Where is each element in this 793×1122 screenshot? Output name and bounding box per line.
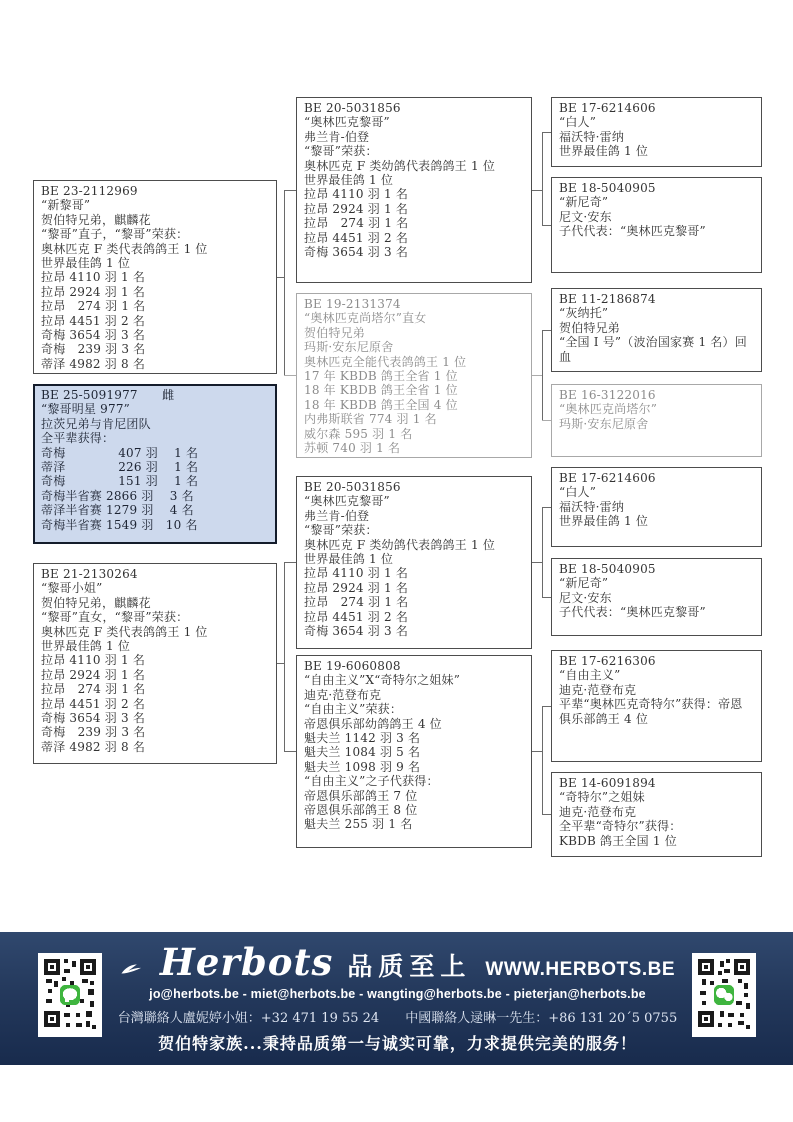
pedigree-text-line: 平辈“奥林匹克奇特尔”获得：帝恩 [559,697,743,712]
footer-contact-china: 中國聯絡人逯晽一先生：+86 131 20´5 0755 [405,1011,678,1026]
pedigree-text-line: BE 18-5040905 [559,562,656,576]
pedigree-text-line: 奥林匹克 F 类代表鸽鸽王 1 位 [41,624,208,639]
pedigree-text-line: 子代代表：“奥林匹克黎哥” [559,605,706,620]
pedigree-box-mgm-mother [551,772,762,857]
pedigree-text-line: “自由主义”X“奇特尔之姐妹” [304,673,461,688]
pedigree-text-line: “全国 I 号”（波治国家赛 1 名）回血 [559,335,747,364]
pedigree-box-pgf-father [551,97,762,167]
pedigree-text-line: BE 17-6214606 [559,471,656,485]
pedigree-text-line: 拉昂 2924 羽 1 名 [304,580,409,595]
pedigree-text-line: 奇梅 3654 羽 3 名 [41,328,146,343]
connector-line [284,190,296,191]
pedigree-text-line: 迪克·范登布克 [559,804,637,819]
pedigree-text-line: BE 20-5031856 [304,480,401,494]
pedigree-text-line: 内弗斯联省 774 羽 1 名 [304,412,437,427]
pedigree-text-line: 魁夫兰 255 羽 1 名 [304,817,413,832]
pedigree-text-line: 奇梅 3654 羽 3 名 [304,245,409,260]
pedigree-text-line: 苏顿 740 羽 1 名 [304,441,401,456]
pedigree-box-mgm-father [551,650,762,762]
pedigree-text-line: 奇梅 407 羽 1 名 [41,445,199,460]
pedigree-text-line: 弗兰肯-伯登 [304,508,370,523]
pedigree-text-line: BE 14-6091894 [559,776,656,790]
pedigree-text-line: 拉昂 2924 羽 1 名 [304,201,409,216]
pedigree-text-line: BE 18-5040905 [559,181,656,195]
pedigree-text-line: “灰纳托” [559,306,609,321]
pedigree-text-line: 拉昂 4110 羽 1 名 [304,566,409,581]
pedigree-text-line: 18 年 KBDB 鸽王全省 1 位 [304,383,458,398]
pedigree-text-line: “黎哥小姐” [41,581,103,596]
qr-code-wechat [692,953,756,1037]
pedigree-text-line: 弗兰肯-伯登 [304,129,370,144]
pedigree-text-line: “奇特尔”之姐妹 [559,790,645,805]
connector-line [284,190,285,376]
pedigree-text-line: 奥林匹克 F 类代表鸽鸽王 1 位 [41,241,208,256]
pedigree-text-line: “奥林匹克黎哥” [304,494,390,509]
pedigree-text-line: 拉昂 274 羽 1 名 [41,299,146,314]
footer-emails: jo@herbots.be - miet@herbots.be - wangting@herbots.be - pieterjan@herbots.be [149,987,646,1001]
pedigree-text-line: 尼文·安东 [559,209,612,224]
pedigree-text-line: 玛斯·安东尼原舍 [304,340,394,355]
pedigree-text-line: 贺伯特兄弟，麒麟花 [41,212,151,227]
pedigree-text-line: 贺伯特兄弟 [559,320,621,335]
footer-tagline: 贺伯特家族...秉持品质第一与诚实可靠，力求提供完美的服务！ [158,1034,637,1053]
pedigree-text-line: 玛斯·安东尼原舍 [559,416,649,431]
pedigree-text-line: KBDB 鸽王全国 1 位 [559,833,677,848]
pedigree-text-line: “奥林匹克尚塔尔” [559,402,658,417]
pedigree-text-line: 奇梅 3654 羽 3 名 [304,624,409,639]
pedigree-text-line: BE 25-5091977 雌 [41,388,175,402]
qr-pattern-right [696,957,752,1033]
connector-line [542,132,551,133]
pedigree-text-line: 世界最佳鸽 1 位 [304,173,394,188]
pedigree-text-line: 俱乐部鸽王 4 位 [559,711,649,726]
footer-slogan: 品质至上 [347,952,472,981]
pedigree-text-line: “奥林匹克尚塔尔”直女 [304,311,427,326]
connector-line [284,751,296,752]
pedigree-text-line: 拉昂 4451 羽 2 名 [41,313,146,328]
pedigree-text-line: 福沃特·雷纳 [559,499,625,514]
pedigree-text-line: “奥林匹克黎哥” [304,115,390,130]
pedigree-text-line: “黎哥”直女，“黎哥”荣获： [41,610,189,625]
pedigree-text-line: 拉茨兄弟与肯尼团队 [41,416,151,431]
footer-content [117,940,678,1054]
pedigree-text-line: 全平辈“奇特尔”获得： [559,819,682,834]
pedigree-text-line: 世界最佳鸽 1 位 [559,144,649,159]
pedigree-text-line: 蒂泽 4982 羽 8 名 [41,356,146,371]
connector-line [542,814,551,815]
pedigree-text-line: 贺伯特兄弟 [304,325,366,340]
connector-line [284,562,296,563]
pedigree-text-line: 魁夫兰 1084 羽 5 名 [304,745,421,760]
pedigree-text-line: 奇梅 239 羽 3 名 [41,725,146,740]
pedigree-text-line: 拉昂 4451 羽 2 名 [304,230,409,245]
footer-contact-taiwan: 台灣聯絡人盧妮婷小姐：+32 471 19 55 24 [117,1011,380,1026]
pedigree-text-line: 迪克·范登布克 [304,687,382,702]
pedigree-text-line: BE 17-6214606 [559,101,656,115]
pedigree-text-line: 威尔森 595 羽 1 名 [304,426,413,441]
pedigree-box-pgf-mother [551,177,762,273]
pedigree-text-line: “新尼奇” [559,195,609,210]
pedigree-box-pgm-father [551,288,762,372]
connector-line [542,225,551,226]
pedigree-text-line: 帝恩俱乐部幼鸽鸽王 4 位 [304,716,442,731]
pedigree-text-line: 蒂泽 4982 羽 8 名 [41,739,146,754]
pedigree-text-line: 世界最佳鸽 1 位 [559,514,649,529]
footer-banner [0,932,793,1065]
pedigree-text-line: “白人” [559,115,597,130]
pedigree-text-line: “黎哥明星 977” [41,402,130,417]
pedigree-text-line: 奥林匹克 F 类幼鸽代表鸽鸽王 1 位 [304,158,496,173]
pedigree-text-line: BE 23-2112969 [41,184,138,198]
pedigree-box-maternal-grandmother [296,655,532,848]
pedigree-text-line: 拉昂 274 羽 1 名 [41,682,146,697]
pedigree-text-line: 拉昂 2924 羽 1 名 [41,284,146,299]
connector-line [542,507,551,508]
pedigree-text-line: 奇梅半省赛 1549 羽 10 名 [41,517,198,532]
brand-logo: Herbots [159,940,334,984]
pedigree-box-maternal-grandfather [296,476,532,649]
pedigree-text-line: BE 19-2131374 [304,297,401,311]
pedigree-text-line: 拉昂 4110 羽 1 名 [304,187,409,202]
pedigree-text-line: “新尼奇” [559,576,609,591]
pedigree-text-line: BE 17-6216306 [559,654,656,668]
pedigree-text-line: 蒂泽半省赛 1279 羽 4 名 [41,503,194,518]
connector-line [542,420,551,421]
pedigree-text-line: “白人” [559,485,597,500]
footer-website: WWW.HERBOTS.BE [485,959,675,980]
pedigree-text-line: 奥林匹克 F 类幼鸽代表鸽鸽王 1 位 [304,537,496,552]
pedigree-text-line: 世界最佳鸽 1 位 [41,639,131,654]
pedigree-box-subject [33,384,277,544]
pedigree-text-line: 拉昂 4451 羽 2 名 [41,696,146,711]
pedigree-text-line: 贺伯特兄弟，麒麟花 [41,595,151,610]
pedigree-text-line: 子代代表：“奥林匹克黎哥” [559,224,706,239]
connector-line [542,706,551,707]
pedigree-text-line: 魁夫兰 1098 羽 9 名 [304,759,421,774]
connector-line [542,597,551,598]
pedigree-text-line: “自由主义”之子代获得： [304,774,439,789]
pedigree-text-line: “黎哥”荣获： [304,144,378,159]
connector-line [542,706,543,815]
pedigree-text-line: 奇梅半省赛 2866 羽 3 名 [41,488,194,503]
pedigree-text-line: BE 16-3122016 [559,388,656,402]
pedigree-text-line: 世界最佳鸽 1 位 [41,256,131,271]
qr-pattern-left [42,957,98,1033]
pedigree-text-line: “黎哥”直子，“黎哥”荣获： [41,227,189,242]
connector-line [542,132,543,226]
pedigree-text-line: 奥林匹克全能代表鸽鸽王 1 位 [304,354,467,369]
pedigree-text-line: 奇梅 151 羽 1 名 [41,474,199,489]
feather-icon [120,959,144,981]
pedigree-text-line: “自由主义”荣获： [304,702,403,717]
pedigree-text-line: 福沃特·雷纳 [559,129,625,144]
connector-line [284,375,296,376]
pedigree-text-line: 17 年 KBDB 鸽王全省 1 位 [304,369,458,384]
pedigree-box-paternal-grandmother [296,293,532,458]
pedigree-box-mother [33,563,277,764]
pedigree-text-line: 拉昂 2924 羽 1 名 [41,667,146,682]
connector-line [542,507,543,598]
pedigree-text-line: 奇梅 3654 羽 3 名 [41,711,146,726]
pedigree-text-line: BE 11-2186874 [559,292,656,306]
pedigree-text-line: 拉昂 4451 羽 2 名 [304,609,409,624]
pedigree-text-line: 魁夫兰 1142 羽 3 名 [304,731,421,746]
pedigree-text-line: “黎哥”荣获： [304,523,378,538]
pedigree-text-line: 拉昂 4110 羽 1 名 [41,653,146,668]
pedigree-text-line: 蒂泽 226 羽 1 名 [41,460,199,475]
pedigree-text-line: 帝恩俱乐部鸽王 7 位 [304,788,418,803]
connector-line [542,330,543,421]
pedigree-text-line: 世界最佳鸽 1 位 [304,552,394,567]
pedigree-box-pgm-mother [551,384,762,457]
pedigree-text-line: 帝恩俱乐部鸽王 8 位 [304,803,418,818]
pedigree-box-father [33,180,277,374]
pedigree-text-line: “自由主义” [559,668,621,683]
pedigree-text-line: “新黎哥” [41,198,91,213]
pedigree-text-line: 拉昂 4110 羽 1 名 [41,270,146,285]
pedigree-box-mgf-mother [551,558,762,636]
pedigree-box-mgf-father [551,467,762,547]
pedigree-text-line: BE 19-6060808 [304,659,401,673]
connector-line [284,562,285,752]
pedigree-text-line: BE 20-5031856 [304,101,401,115]
pedigree-box-paternal-grandfather [296,97,532,283]
pedigree-text-line: 拉昂 274 羽 1 名 [304,216,409,231]
pedigree-text-line: 尼文·安东 [559,590,612,605]
pedigree-text-line: 18 年 KBDB 鸽王全国 4 位 [304,397,458,412]
pedigree-text-line: 奇梅 239 羽 3 名 [41,342,146,357]
connector-line [542,330,551,331]
pedigree-text-line: 全平辈获得： [41,431,115,446]
pedigree-text-line: BE 21-2130264 [41,567,138,581]
pedigree-text-line: 迪克·范登布克 [559,682,637,697]
pedigree-text-line: 拉昂 274 羽 1 名 [304,595,409,610]
qr-code-line [38,953,102,1037]
